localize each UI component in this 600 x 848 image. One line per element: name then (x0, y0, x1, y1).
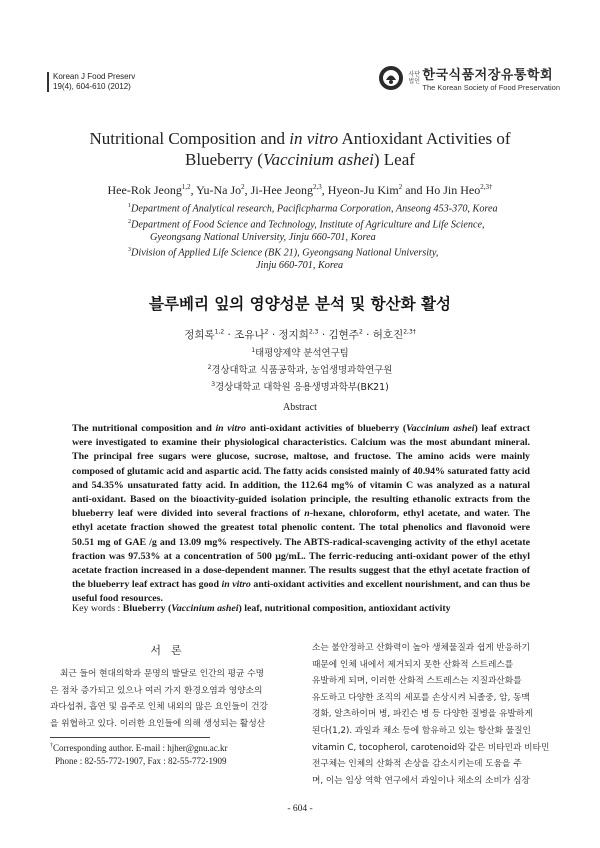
affiliation: $^3$Division of Applied Life Science (BK 21), Gyeongsang National University, (128, 247, 439, 259)
author: Ji-Hee Jeong (250, 183, 313, 197)
society-name-en: The Korean Society of Food Preservation (422, 83, 560, 92)
journal-name: Korean J Food Preserv (53, 72, 136, 81)
author: Hee-Rok Jeong (107, 183, 182, 197)
author-list: Hee-Rok Jeong$^{1,2}$, Yu-Na Jo$^2$, Ji-Hee Jeong$^{2,3}$, Hyeon-Ju Kim$^2$ and Ho Jin Heo$^{2,3\dagger}$ (107, 183, 493, 197)
body-column-left (50, 640, 292, 732)
society-logo-icon (378, 65, 404, 91)
author-list-kr: 정희록$^{1,2}$ · 조유나$^2$ · 정지희$^{2,3}$ · 김현주$^2$ · 허호진$^{2,3\dagger}$ (184, 328, 416, 341)
body-column-right (312, 640, 554, 789)
body-line: 소는 불안정하고 산화력이 높아 생체물질과 쉽게 반응하기 (312, 643, 530, 653)
body-line: 된다(1,2). 과일과 채소 등에 함유하고 있는 항산화 물질인 (312, 725, 531, 736)
body-line: 때문에 인체 내에서 제거되지 못한 산화적 스트레스를 (312, 659, 514, 670)
author: Yu-Na Jo (196, 183, 242, 197)
body-line: 최근 들어 현대의학과 문명의 발달로 인간의 평균 수명 (60, 669, 264, 679)
body-line: 며, 이는 임상 역학 연구에서 과일이나 채소의 소비가 심장 (312, 775, 530, 786)
society-branding (378, 64, 560, 92)
body-line: 유도하고 다양한 조직의 세포를 손상시켜 뇌졸중, 암, 동맥 (312, 692, 530, 703)
body-line: vitamin C, tocopherol, carotenoid와 같은 비타민과 비타민 (312, 742, 550, 753)
corresponding-author-footnote: †Corresponding author. E-mail : hjher@gnu.ac.kr Phone : 82-55-772-1907, Fax : 82-55-772-1909 (50, 743, 228, 766)
affiliation: $^1$Department of Analytical research, Pacificpharma Corporation, Anseong 453-370, Korea (128, 203, 498, 215)
section-heading-intro: 서론 (150, 644, 192, 657)
author: Ho Jin Heo (425, 183, 481, 197)
page-number: - 604 - (287, 804, 313, 814)
journal-reference (47, 72, 135, 92)
body-line: 은 점차 증가되고 있으나 여러 가지 환경오염과 영양소의 (50, 685, 263, 696)
journal-volume: 19(4), 604-610 (2012) (53, 82, 131, 91)
body-line: 경화, 알츠하이머 병, 파킨슨 병 등 다양한 질병을 유발하게 (312, 709, 533, 720)
abstract-body: The nutritional composition and in vitro anti-oxidant activities of blueberry (Vaccinium ashei) leaf extract were investigated to examine their physiological characteristics. Calcium was the most abundant mineral. The principal free sugars were glucose, sucrose, maltose, and fructose. The amino acids were mainly composed of glutamic acid and aspartic acid. The fatty acids consisted mainly of 40.94% saturated fatty acid and 54.35% unsaturated fatty acid. In addition, the 112.64 mg% of vitamin C was analyzed as a natural anti-oxidant. Based on the bioactivity-guided isolation principle, the resulting ethanolic extracts from the blueberry leaf were divided into several fractions of n-hexane, chloroform, ethyl acetate, and water. The ethyl acetate fraction showed the greatest total phenolic content. The total phenolics and flavonoid were 50.51 mg of GAE /g and 13.09 mg% respectively. The ABTS-radical-scavenging activity of the ethyl acetate fraction was 97.53% at a concentration of 500 μg/mL. The ferric-reducing anti-oxidant power of the ethyl acetate fraction increased in a dose-dependent manner. The results suggest that the ethyl acetate fraction of the blueberry leaf extract has good in vitro anti-oxidant activities and excellent nourishment, and can thus be useful food resources. (72, 423, 531, 605)
body-line: 유발하게 되며, 이러한 산화적 스트레스는 지질과산화를 (312, 676, 522, 687)
society-name-kr: 한국식품저장유통학회 (422, 68, 554, 83)
author: Hyeon-Ju Kim (327, 183, 399, 197)
keywords: Key words : Blueberry (Vaccinium ashei) leaf, nutritional composition, antioxidant activity (72, 603, 451, 614)
affiliations-en: $^1$Department of Analytical research, Pacificpharma Corporation, Anseong 453-370, Korea $^2$Department of Food Science and Technology, Institute of Agriculture and Life Science, Gyeongsang National University, Jinju 660-701, Korea $^3$Division of Applied Life Science (BK 21), Gyeongsang National University, Jinju 660-701, Korea (128, 200, 528, 272)
body-line: 전구체는 인체의 산화적 손상을 감소시키는데 도움을 주 (312, 759, 522, 770)
abstract-heading: Abstract (283, 402, 317, 413)
paper-title: Nutritional Composition and in vitro Antioxidant Activities of Blueberry (Vaccinium ashei) Leaf (89, 129, 511, 169)
body-line: 을 위협하고 있다. 이러한 요인들에 의해 생성되는 활성산 (50, 718, 266, 729)
paper-title-kr: 블루베리 잎의 영양성분 분석 및 항산화 활성 (149, 295, 451, 313)
body-line: 과다섭취, 흡연 및 음주로 인체 내외의 많은 요인들이 건강 (50, 702, 268, 713)
affiliation: $^2$Department of Food Science and Technology, Institute of Agriculture and Life Science, (128, 218, 485, 231)
affiliations-kr: $^1$태평양제약 분석연구팀 $^2$경상대학교 식품공학과, 농업생명과학연구원 $^3$경상대학교 대학원 응용생명과학부(BK21) (207, 347, 393, 394)
footnote-divider (50, 737, 210, 738)
society-type-label: 사단법인 (408, 71, 421, 85)
